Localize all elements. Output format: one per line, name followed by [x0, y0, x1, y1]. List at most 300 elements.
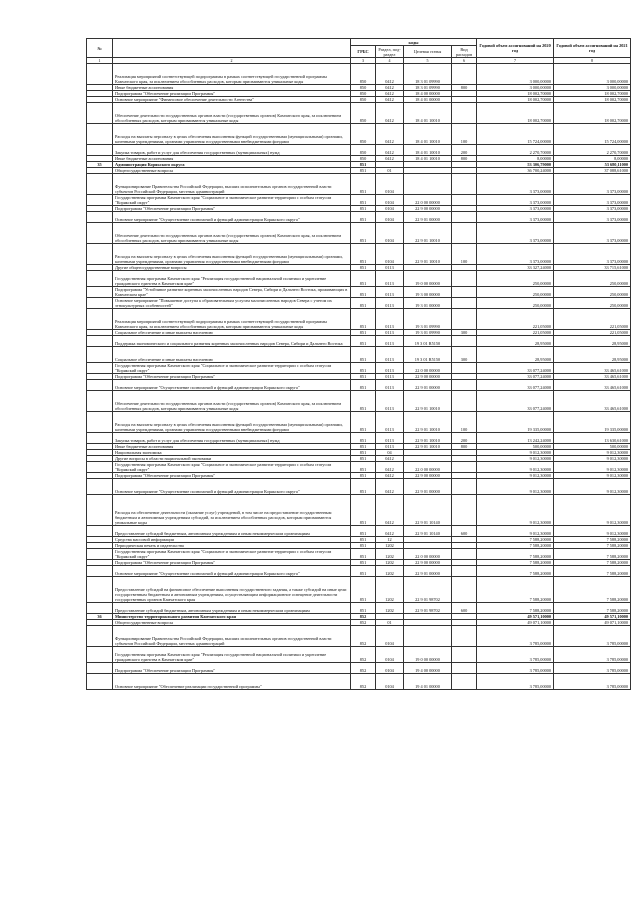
row-number [87, 363, 113, 374]
row-grbs: 851 [351, 206, 376, 212]
row-amount-2021: 7 588,20000 [554, 560, 631, 566]
row-amount-2020: 28,95000 [477, 336, 554, 347]
row-target-article: 22 9 01 10010 [404, 223, 452, 244]
row-target-article: 19 3 01 00000 [404, 298, 452, 309]
row-grbs: 850 [351, 85, 376, 91]
row-grbs: 851 [351, 473, 376, 479]
budget-table-sheet [86, 38, 630, 690]
row-razdel: 0113 [376, 271, 404, 287]
row-target-article: 22 9 01 10140 [404, 526, 452, 537]
row-razdel: 0104 [376, 647, 404, 663]
row-amount-2020: 33 077,24000 [477, 374, 554, 380]
row-amount-2021: 9 012,30000 [554, 462, 631, 473]
row-target-article: 22 9 01 98702 [404, 577, 452, 603]
row-number [87, 64, 113, 85]
row-name: Иные бюджетные ассигнования [113, 156, 351, 162]
row-expense-type: 600 [452, 603, 477, 614]
row-amount-2021: 3 373,00000 [554, 206, 631, 212]
row-amount-2021: 3 000,00000 [554, 85, 631, 91]
row-name: Подпрограмма "Обеспечение реализации Программы" [113, 206, 351, 212]
row-name: Социальное обеспечение и иные выплаты населению [113, 347, 351, 363]
row-name: Государственная программа Камчатского края "Социальное и экономическое развитие территории с особым статусом "Корякский округ" [113, 363, 351, 374]
row-razdel: 0113 [376, 412, 404, 433]
index-cell: 2 [113, 58, 351, 64]
row-razdel: 0412 [376, 156, 404, 162]
row-amount-2021: 7 588,20000 [554, 549, 631, 560]
row-amount-2021: 221,05000 [554, 309, 631, 330]
row-grbs: 851 [351, 566, 376, 577]
row-name: Общегосударственные вопросы [113, 168, 351, 174]
table-row [87, 603, 631, 614]
row-number [87, 103, 113, 124]
row-target-article: 18 4 01 10010 [404, 145, 452, 156]
row-razdel: 0412 [376, 103, 404, 124]
row-amount-2020: 33 077,24000 [477, 380, 554, 391]
row-amount-2020: 49 071,10000 [477, 620, 554, 626]
row-razdel: 01 [376, 620, 404, 626]
row-razdel: 0412 [376, 91, 404, 97]
row-expense-type [452, 309, 477, 330]
row-name: Администрация Корякского округа [113, 162, 351, 168]
table-row [87, 287, 631, 298]
row-grbs: 851 [351, 330, 376, 336]
row-amount-2020: 2 270,70000 [477, 145, 554, 156]
index-cell: 6 [452, 58, 477, 64]
row-amount-2021: 9 012,30000 [554, 495, 631, 526]
row-target-article: 18 4 01 10010 [404, 103, 452, 124]
row-number [87, 674, 113, 690]
header-row-top [87, 39, 631, 46]
row-amount-2021: 250,00000 [554, 298, 631, 309]
table-row [87, 223, 631, 244]
budget-rows [87, 64, 631, 690]
row-expense-type [452, 336, 477, 347]
row-amount-2020: 3 000,00000 [477, 64, 554, 85]
row-expense-type [452, 566, 477, 577]
table-row [87, 412, 631, 433]
row-name: Реализация мероприятий соответствующей подпрограммы в рамках соответствующей государственной программы Камчатского края, за исключением обособленных расходов, которым присваиваются уникальные коды [113, 64, 351, 85]
header-razdel: Раздел, под-раздел [376, 46, 404, 58]
row-grbs: 851 [351, 412, 376, 433]
row-target-article: 18 4 01 10010 [404, 124, 452, 145]
row-amount-2020: 250,00000 [477, 271, 554, 287]
row-amount-2021: 7 588,20000 [554, 537, 631, 543]
row-grbs: 851 [351, 603, 376, 614]
row-grbs: 851 [351, 195, 376, 206]
row-amount-2021: 33 465,61000 [554, 380, 631, 391]
row-name: Основное мероприятие "Осуществление полномочий и функций администрации Корякского округа" [113, 479, 351, 495]
table-row [87, 674, 631, 690]
row-razdel: 0412 [376, 462, 404, 473]
row-amount-2021: 15 724,00000 [554, 124, 631, 145]
row-name: Обеспечение деятельности государственных органов власти (государственных органов) Камчатского края, за исключением обособленных расходов, которым присваиваются уникальные коды [113, 103, 351, 124]
row-razdel: 0113 [376, 347, 404, 363]
row-number [87, 433, 113, 444]
row-razdel: 0412 [376, 479, 404, 495]
row-name: Иные бюджетные ассигнования [113, 444, 351, 450]
budget-table [86, 38, 631, 690]
table-row [87, 479, 631, 495]
row-grbs: 851 [351, 212, 376, 223]
table-row [87, 380, 631, 391]
row-number: 36 [87, 614, 113, 620]
table-row [87, 526, 631, 537]
row-grbs: 850 [351, 156, 376, 162]
row-amount-2020: 3 000,00000 [477, 85, 554, 91]
table-row [87, 391, 631, 412]
table-row [87, 145, 631, 156]
row-amount-2021: 7 588,20000 [554, 603, 631, 614]
row-amount-2021: 33 465,61000 [554, 363, 631, 374]
row-name: Предоставление субсидий на финансовое обеспечение выполнения государственного задания, а также субсидий на иные цели государственным бюджетным и автономным учреждениям, осуществляющим информационное освещение деятельности государственных органов Камчатского края [113, 577, 351, 603]
row-amount-2021: 49 071,10000 [554, 620, 631, 626]
row-target-article: 22 9 01 10010 [404, 433, 452, 444]
row-amount-2020: 3 785,00000 [477, 674, 554, 690]
row-number [87, 195, 113, 206]
row-number [87, 647, 113, 663]
row-amount-2021: 3 373,00000 [554, 244, 631, 265]
row-target-article: 19 0 00 00000 [404, 271, 452, 287]
row-amount-2020: 18 002,70000 [477, 91, 554, 97]
row-grbs: 851 [351, 391, 376, 412]
row-grbs: 852 [351, 674, 376, 690]
row-target-article: 19 4 01 00000 [404, 674, 452, 690]
row-grbs: 851 [351, 450, 376, 456]
row-target-article: 18 4 00 00000 [404, 91, 452, 97]
row-name: Государственная программа Камчатского края "Социальное и экономическое развитие территории с особым статусом "Корякский округ" [113, 549, 351, 560]
row-amount-2021: 250,00000 [554, 271, 631, 287]
row-amount-2020: 500,00000 [477, 444, 554, 450]
row-expense-type [452, 174, 477, 195]
row-grbs: 851 [351, 495, 376, 526]
row-amount-2020: 9 012,30000 [477, 456, 554, 462]
row-number [87, 174, 113, 195]
row-grbs: 850 [351, 124, 376, 145]
row-name: Закупка товаров, работ и услуг для обеспечения государственных (муниципальных) нужд [113, 433, 351, 444]
row-target-article: 19 3 01 R5150 [404, 336, 452, 347]
row-razdel: 0113 [376, 374, 404, 380]
row-target-article: 19 0 00 00000 [404, 647, 452, 663]
row-name: Иные бюджетные ассигнования [113, 85, 351, 91]
row-amount-2020: 3 373,00000 [477, 223, 554, 244]
header-codes: коды [351, 39, 477, 46]
row-razdel: 0113 [376, 380, 404, 391]
row-expense-type: 600 [452, 526, 477, 537]
row-amount-2021: 9 012,30000 [554, 473, 631, 479]
row-amount-2021: 9 012,30000 [554, 450, 631, 456]
row-name: Расходы на выплаты персоналу в целях обеспечения выполнения функций государственными (муниципальными) органами, казенными учреждениями, органами управления государственными внебюджетными фондами [113, 124, 351, 145]
row-name: Государственная программа Камчатского края "Реализация государственной национальной политики и укрепление гражданского единства в Камчатском крае" [113, 271, 351, 287]
row-expense-type [452, 287, 477, 298]
row-expense-type [452, 223, 477, 244]
row-target-article: 19 3 01 R5150 [404, 347, 452, 363]
row-amount-2021: 3 373,00000 [554, 223, 631, 244]
row-target-article: 22 0 00 00000 [404, 462, 452, 473]
header-2021: Годовой объем ассигнований на 2021 год [554, 39, 631, 58]
row-name: Функционирование Правительства Российской Федерации, высших исполнительных органов государственной власти субъектов Российской Федерации, местных администраций [113, 626, 351, 647]
row-grbs: 851 [351, 244, 376, 265]
row-grbs: 851 [351, 433, 376, 444]
row-amount-2021: 28,95000 [554, 336, 631, 347]
table-row [87, 347, 631, 363]
row-target-article: 22 9 01 00000 [404, 479, 452, 495]
row-number [87, 298, 113, 309]
row-amount-2020: 9 012,30000 [477, 526, 554, 537]
row-target-article: 22 9 01 10140 [404, 495, 452, 526]
row-razdel: 0104 [376, 626, 404, 647]
table-row [87, 174, 631, 195]
row-razdel: 1202 [376, 543, 404, 549]
row-amount-2020: 250,00000 [477, 298, 554, 309]
row-target-article: 22 0 00 00000 [404, 195, 452, 206]
row-razdel: 0104 [376, 244, 404, 265]
row-amount-2021: 7 588,20000 [554, 566, 631, 577]
row-name: Реализация мероприятий соответствующей подпрограммы в рамках соответствующей государственной программы Камчатского края, за исключением обособленных расходов, которым присваиваются уникальные коды [113, 309, 351, 330]
row-amount-2020: 53 306,79000 [477, 162, 554, 168]
row-grbs: 851 [351, 456, 376, 462]
row-amount-2021: 33 715,61000 [554, 265, 631, 271]
row-expense-type: 300 [452, 330, 477, 336]
row-amount-2021: 49 571,10000 [554, 614, 631, 620]
row-amount-2020: 3 373,00000 [477, 206, 554, 212]
row-expense-type: 100 [452, 244, 477, 265]
row-name: Периодическая печать и издательства [113, 543, 351, 549]
row-target-article: 22 9 00 00000 [404, 374, 452, 380]
row-amount-2020: 7 588,20000 [477, 549, 554, 560]
row-number [87, 223, 113, 244]
row-amount-2021: 53 680,11000 [554, 162, 631, 168]
row-expense-type [452, 549, 477, 560]
row-name: Основное мероприятие "Обеспечение реализации государственной программы" [113, 674, 351, 690]
row-grbs: 851 [351, 543, 376, 549]
row-name: Подпрограмма "Обеспечение реализации Программы" [113, 91, 351, 97]
row-amount-2021: 500,00000 [554, 444, 631, 450]
row-razdel: 0412 [376, 85, 404, 91]
index-cell: 5 [404, 58, 452, 64]
row-amount-2020: 3 785,00000 [477, 626, 554, 647]
row-expense-type [452, 64, 477, 85]
row-amount-2021: 2 270,70000 [554, 145, 631, 156]
row-amount-2020: 8,00000 [477, 156, 554, 162]
row-target-article: 22 9 01 00000 [404, 212, 452, 223]
row-grbs: 852 [351, 614, 376, 620]
header-name [113, 39, 351, 58]
row-razdel: 0412 [376, 64, 404, 85]
row-name: Обеспечение деятельности государственных органов власти (государственных органов) Камчатского края, за исключением обособленных расходов, которым присваиваются уникальные коды [113, 223, 351, 244]
row-target-article: 18 3 01 09990 [404, 64, 452, 85]
row-target-article: 18 4 01 10010 [404, 156, 452, 162]
row-name: Социальное обеспечение и иные выплаты населению [113, 330, 351, 336]
row-name: Расходы на выплаты персоналу в целях обеспечения выполнения функций государственными (муниципальными) органами, казенными учреждениями, органами управления государственными внебюджетными фондами [113, 244, 351, 265]
row-expense-type [452, 363, 477, 374]
row-amount-2021: 3 000,00000 [554, 64, 631, 85]
row-target-article: 22 9 01 10010 [404, 391, 452, 412]
row-razdel: 1202 [376, 560, 404, 566]
row-amount-2021: 18 002,70000 [554, 97, 631, 103]
row-number [87, 549, 113, 560]
row-amount-2020: 7 588,20000 [477, 560, 554, 566]
row-name: Закупка товаров, работ и услуг для обеспечения государственных (муниципальных) нужд [113, 145, 351, 156]
row-razdel: 0104 [376, 212, 404, 223]
row-name: Подпрограмма "Обеспечение реализации Программы" [113, 663, 351, 674]
row-grbs: 851 [351, 537, 376, 543]
row-name: Общегосударственные вопросы [113, 620, 351, 626]
row-grbs: 851 [351, 479, 376, 495]
row-amount-2020: 7 588,20000 [477, 543, 554, 549]
index-cell: 8 [554, 58, 631, 64]
row-grbs: 851 [351, 577, 376, 603]
row-name: Государственная программа Камчатского края "Социальное и экономическое развитие территории с особым статусом "Корякский округ" [113, 462, 351, 473]
index-cell: 4 [376, 58, 404, 64]
row-amount-2021: 18 002,70000 [554, 91, 631, 97]
row-amount-2020: 19 335,00000 [477, 412, 554, 433]
row-grbs: 851 [351, 162, 376, 168]
row-number [87, 577, 113, 603]
row-number [87, 391, 113, 412]
row-name: Государственная программа Камчатского края "Реализация государственной национальной политики и укрепление гражданского единства в Камчатском крае" [113, 647, 351, 663]
row-razdel: 04 [376, 450, 404, 456]
row-name: Средства массовой информации [113, 537, 351, 543]
row-amount-2020: 33 327,24000 [477, 265, 554, 271]
row-amount-2020: 9 012,30000 [477, 473, 554, 479]
row-expense-type: 300 [452, 347, 477, 363]
row-amount-2020: 3 785,00000 [477, 663, 554, 674]
row-name: Функционирование Правительства Российской Федерации, высших исполнительных органов государственной власти субъектов Российской Федерации, местных администраций [113, 174, 351, 195]
row-name: Поддержка экономического и социального развития коренных малочисленных народов Севера, Сибири и Дальнего Востока [113, 336, 351, 347]
row-razdel: 1202 [376, 603, 404, 614]
row-amount-2020: 221,05000 [477, 330, 554, 336]
row-name: Основное мероприятие "Осуществление полномочий и функций администрации Корякского округа" [113, 566, 351, 577]
row-number [87, 309, 113, 330]
row-amount-2021: 3 373,00000 [554, 212, 631, 223]
row-grbs: 851 [351, 271, 376, 287]
row-razdel: 0113 [376, 433, 404, 444]
row-razdel: 1202 [376, 549, 404, 560]
row-grbs: 852 [351, 626, 376, 647]
row-amount-2021: 3 785,00000 [554, 674, 631, 690]
row-razdel: 0113 [376, 363, 404, 374]
row-amount-2021: 28,95000 [554, 347, 631, 363]
row-name: Расходы на обеспечение деятельности (оказание услуг) учреждений, в том числе на предоставление государственным бюджетным и автономным учреждениям субсидий, за исключением обособленных расходов, которым присваиваются уникальные коды [113, 495, 351, 526]
row-name: Основное мероприятие "Осуществление полномочий и функций администрации Корякского округа" [113, 380, 351, 391]
row-amount-2021: 3 785,00000 [554, 626, 631, 647]
row-grbs: 851 [351, 174, 376, 195]
row-expense-type [452, 380, 477, 391]
row-razdel: 0104 [376, 195, 404, 206]
row-amount-2020: 7 588,20000 [477, 577, 554, 603]
row-amount-2021: 3 785,00000 [554, 647, 631, 663]
table-row [87, 124, 631, 145]
row-name: Основное мероприятие "Повышение доступа к образовательным услугам малочисленных народов Севера с учетом их этнокультурных особенностей" [113, 298, 351, 309]
row-name: Подпрограмма "Обеспечение реализации Программы" [113, 473, 351, 479]
row-amount-2021: 3 373,00000 [554, 174, 631, 195]
index-cell: 3 [351, 58, 376, 64]
row-razdel: 0104 [376, 206, 404, 212]
row-amount-2020: 3 373,00000 [477, 195, 554, 206]
row-target-article: 19 3 00 00000 [404, 287, 452, 298]
table-row [87, 663, 631, 674]
row-razdel: 0113 [376, 309, 404, 330]
table-row [87, 336, 631, 347]
row-amount-2021: 250,00000 [554, 287, 631, 298]
row-number [87, 566, 113, 577]
row-amount-2020: 15 724,00000 [477, 124, 554, 145]
row-amount-2021: 221,05000 [554, 330, 631, 336]
row-name: Расходы на выплаты персоналу в целях обеспечения выполнения функций государственными (муниципальными) органами, казенными учреждениями, органами управления государственными внебюджетными фондами [113, 412, 351, 433]
row-target-article: 22 9 01 10010 [404, 444, 452, 450]
row-expense-type: 100 [452, 412, 477, 433]
row-expense-type: 100 [452, 124, 477, 145]
table-row [87, 244, 631, 265]
row-razdel: 1202 [376, 566, 404, 577]
row-grbs: 852 [351, 620, 376, 626]
row-amount-2020: 3 373,00000 [477, 244, 554, 265]
row-grbs: 851 [351, 363, 376, 374]
row-razdel: 12 [376, 537, 404, 543]
row-number [87, 462, 113, 473]
row-name: Предоставление субсидий бюджетным, автономным учреждениям и иным некоммерческим организациям [113, 603, 351, 614]
row-razdel: 0412 [376, 97, 404, 103]
row-target-article: 22 9 01 98702 [404, 603, 452, 614]
row-name: Другие общегосударственные вопросы [113, 265, 351, 271]
row-name: Министерство территориального развития Камчатского края [113, 614, 351, 620]
header-grbs: ГРБС [351, 46, 376, 58]
row-grbs: 850 [351, 97, 376, 103]
row-amount-2020: 7 588,20000 [477, 603, 554, 614]
row-amount-2020: 250,00000 [477, 287, 554, 298]
row-amount-2021: 8,00000 [554, 156, 631, 162]
row-expense-type: 800 [452, 444, 477, 450]
row-amount-2020: 18 002,70000 [477, 97, 554, 103]
table-row [87, 195, 631, 206]
row-razdel: 0113 [376, 336, 404, 347]
row-number [87, 287, 113, 298]
table-row [87, 549, 631, 560]
row-name: Национальная экономика [113, 450, 351, 456]
row-target-article: 22 0 00 00000 [404, 363, 452, 374]
row-grbs: 851 [351, 298, 376, 309]
row-razdel: 0104 [376, 674, 404, 690]
row-razdel: 0113 [376, 330, 404, 336]
row-amount-2021: 37 088,61000 [554, 168, 631, 174]
header-num: № [87, 39, 113, 58]
row-number [87, 336, 113, 347]
row-name: Обеспечение деятельности государственных органов власти (государственных органов) Камчатского края, за исключением обособленных расходов, которым присваиваются уникальные коды [113, 391, 351, 412]
row-amount-2020: 9 012,30000 [477, 462, 554, 473]
row-amount-2021: 19 335,00000 [554, 412, 631, 433]
row-number [87, 380, 113, 391]
row-expense-type [452, 195, 477, 206]
table-row [87, 363, 631, 374]
row-number [87, 412, 113, 433]
header-cs: Целевая статья [404, 46, 452, 58]
row-grbs: 851 [351, 336, 376, 347]
row-number [87, 347, 113, 363]
row-amount-2020: 3 373,00000 [477, 212, 554, 223]
row-amount-2020: 7 588,20000 [477, 566, 554, 577]
row-number [87, 526, 113, 537]
row-razdel: 0113 [376, 287, 404, 298]
table-row [87, 647, 631, 663]
row-grbs: 850 [351, 91, 376, 97]
row-number [87, 603, 113, 614]
row-name: Подпрограмма "Обеспечение реализации Программы" [113, 374, 351, 380]
header-vr: Вид расходов [452, 46, 477, 58]
row-target-article: 19 3 01 09990 [404, 330, 452, 336]
row-grbs: 851 [351, 549, 376, 560]
row-amount-2020: 36 700,24000 [477, 168, 554, 174]
row-grbs: 850 [351, 103, 376, 124]
